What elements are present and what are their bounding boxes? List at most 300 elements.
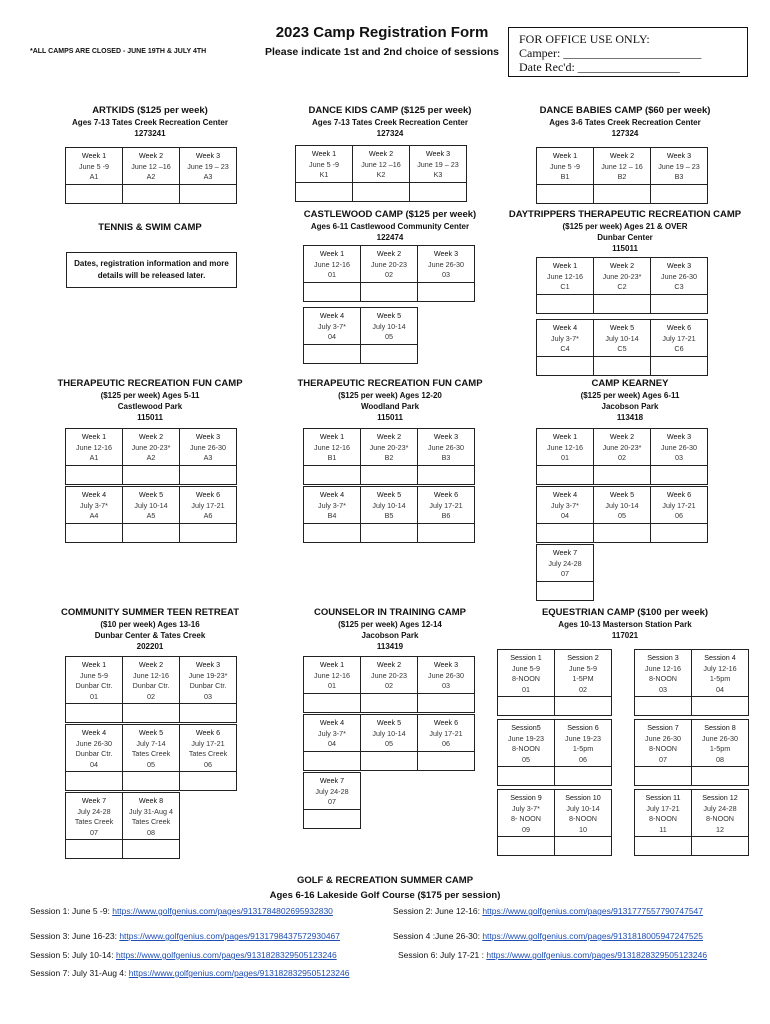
choice-row [296, 183, 467, 202]
week-detail: 04 [561, 511, 569, 520]
choice-box[interactable] [360, 523, 418, 543]
week-row [537, 545, 708, 582]
week-detail: 1-5PM [572, 674, 594, 683]
week-detail: 8-NOON [649, 814, 677, 823]
week-detail: Tates Creek [74, 817, 114, 826]
week-label: Week 3 [195, 432, 221, 441]
week-label: Session 9 [510, 793, 542, 802]
week-cell [593, 486, 651, 524]
camp-ages: ($125 per week) Ages 21 & OVER [562, 222, 688, 231]
week-row [537, 487, 708, 524]
week-detail: 08 [147, 827, 155, 837]
week-row [635, 790, 749, 837]
week-detail: June 26-30 [428, 259, 464, 269]
choice-box[interactable] [417, 751, 475, 771]
week-label: Week 4 [81, 490, 107, 499]
golf-name: GOLF & RECREATION SUMMER CAMP [296, 875, 474, 886]
week-cell [417, 486, 475, 524]
choice-box[interactable] [691, 766, 749, 786]
week-row [537, 148, 708, 185]
office-camper-field[interactable]: Camper: _______________________ [519, 46, 702, 60]
week-cell [417, 714, 475, 752]
choice-box[interactable] [536, 581, 594, 601]
week-label: Session 1 [510, 653, 542, 662]
week-label: Week 1 [319, 249, 345, 258]
week-cell [303, 656, 361, 694]
week-cell [179, 147, 237, 185]
week-detail: June 26-30 [645, 733, 681, 743]
week-cell [360, 486, 418, 524]
choice-box[interactable] [122, 184, 180, 204]
choice-box[interactable] [303, 751, 361, 771]
week-detail: July 24-28 [77, 806, 111, 816]
week-label: Week 6 [195, 728, 221, 737]
week-detail: June 19 – 23 [187, 161, 229, 171]
week-detail: B2 [617, 172, 627, 181]
week-detail: July 24-28 [703, 803, 737, 813]
week-label: Week 2 [138, 151, 164, 160]
week-detail: June 26-30 [428, 442, 464, 452]
week-detail: July 24-28 [548, 558, 582, 568]
choice-box[interactable] [360, 465, 418, 485]
kearney-heading [510, 377, 750, 423]
week-cell [593, 147, 651, 185]
golf-session-link[interactable]: https://www.golfgenius.com/pages/9131784802695932830 [112, 906, 333, 916]
week-label: Week 8 [138, 796, 164, 805]
form-subtitle: Please indicate 1st and 2nd choice of sessions [264, 46, 499, 58]
week-detail: C3 [674, 282, 684, 291]
week-label: Week 4 [81, 728, 107, 737]
week-detail: June 12 –16 [361, 159, 401, 169]
camp-ages: Ages 7-13 Tates Creek Recreation Center [312, 118, 468, 127]
week-cell [65, 147, 123, 185]
golf-session [393, 931, 703, 941]
choice-box[interactable] [295, 182, 353, 202]
choice-row [537, 185, 708, 204]
week-detail: B3 [441, 453, 451, 462]
office-date-field[interactable]: Date Rec'd: _________________ [519, 60, 680, 74]
week-label: Week 2 [609, 432, 635, 441]
choice-box[interactable] [409, 182, 467, 202]
choice-box[interactable] [634, 766, 692, 786]
camp-location: Castlewood Park [117, 402, 183, 411]
choice-row [498, 767, 612, 786]
week-detail: C2 [617, 282, 627, 291]
week-label: Week 4 [319, 718, 345, 727]
week-label: Week 6 [666, 490, 692, 499]
choice-box[interactable] [554, 766, 612, 786]
week-detail: June 12-16 [645, 663, 681, 673]
week-detail: 04 [328, 332, 336, 341]
camp-name: COMMUNITY SUMMER TEEN RETREAT [60, 607, 240, 618]
golf-session [398, 950, 707, 960]
week-row [66, 487, 237, 524]
camp-code: 115011 [612, 244, 638, 253]
week-label: Week 1 [319, 432, 345, 441]
week-detail: July 3-7* [318, 321, 346, 331]
week-detail: 01 [561, 453, 569, 462]
week-detail: 1-5pm [709, 744, 731, 753]
choice-box[interactable] [122, 523, 180, 543]
choice-box[interactable] [65, 839, 123, 859]
choice-row [66, 840, 237, 859]
week-detail: June 12 – 16 [601, 161, 643, 171]
week-cell [554, 789, 612, 837]
choice-box[interactable] [352, 182, 410, 202]
choice-row [304, 345, 475, 364]
week-label: Week 3 [425, 149, 451, 158]
week-detail: 8-NOON [512, 744, 540, 753]
week-cell [650, 257, 708, 295]
week-detail: 03 [204, 691, 212, 701]
week-label: Week 1 [81, 151, 107, 160]
form-title: 2023 Camp Registration Form [275, 24, 489, 41]
week-detail: June 19 – 23 [658, 161, 700, 171]
week-detail: June 20-23 [371, 670, 407, 680]
camp-name: COUNSELOR IN TRAINING CAMP [314, 607, 466, 618]
week-detail: B1 [560, 172, 570, 181]
week-detail: K3 [433, 170, 443, 179]
choice-row [498, 837, 612, 856]
week-label: Week 1 [81, 432, 107, 441]
golf-session-label: Session 3: June 16-23: [30, 931, 120, 941]
week-detail: July 10-14 [566, 803, 600, 813]
golf-session [30, 906, 333, 916]
camp-ages: ($10 per week) Ages 13-16 [100, 620, 200, 629]
choice-box[interactable] [303, 693, 361, 713]
golf-session-link[interactable]: https://www.golfgenius.com/pages/9131828329505123246 [116, 950, 337, 960]
week-detail: 12 [716, 824, 724, 834]
camp-code: 113418 [616, 413, 644, 422]
week-cell [303, 245, 361, 283]
choice-box[interactable] [179, 771, 237, 791]
golf-session [393, 906, 703, 916]
choice-box[interactable] [303, 344, 361, 364]
camp-code: 113419 [376, 642, 404, 651]
week-detail: 05 [522, 754, 530, 764]
week-row [66, 657, 237, 704]
week-row [635, 650, 749, 697]
choice-box[interactable] [536, 465, 594, 485]
week-cell [634, 789, 692, 837]
choice-box[interactable] [497, 836, 555, 856]
week-detail: B4 [327, 511, 337, 520]
choice-row [66, 704, 237, 723]
choice-box[interactable] [65, 465, 123, 485]
choice-box[interactable] [554, 696, 612, 716]
choice-box[interactable] [497, 696, 555, 716]
week-label: Week 1 [319, 660, 345, 669]
week-cell [303, 772, 361, 810]
golf-session-link[interactable]: https://www.golfgenius.com/pages/9131798437572930467 [119, 931, 341, 941]
daytrippers-heading [500, 208, 750, 254]
choice-box[interactable] [122, 771, 180, 791]
week-label: Week 2 [609, 151, 635, 160]
week-cell [122, 428, 180, 466]
week-detail: Tates Creek [188, 749, 228, 758]
choice-box[interactable] [650, 523, 708, 543]
week-cell [497, 789, 555, 837]
week-detail: C4 [560, 344, 570, 353]
week-detail: 04 [90, 759, 98, 769]
choice-box[interactable] [634, 696, 692, 716]
choice-box[interactable] [417, 693, 475, 713]
week-detail: B3 [674, 172, 684, 181]
week-detail: 1-5pm [709, 674, 731, 683]
week-cell [122, 792, 180, 840]
week-label: Week 2 [138, 432, 164, 441]
choice-box[interactable] [497, 766, 555, 786]
camp-code: 122474 [376, 233, 404, 242]
choice-box[interactable] [122, 839, 180, 859]
week-detail: June 20-23* [131, 442, 171, 452]
week-label: Week 7 [81, 796, 107, 805]
choice-box[interactable] [179, 523, 237, 543]
choice-box[interactable] [179, 465, 237, 485]
camp-name: DAYTRIPPERS THERAPEUTIC RECREATION CAMP [508, 209, 742, 220]
week-detail: A1 [89, 172, 99, 181]
choice-box[interactable] [303, 282, 361, 302]
week-detail: B2 [384, 453, 394, 462]
choice-box[interactable] [65, 523, 123, 543]
week-label: Week 6 [666, 323, 692, 332]
choice-box[interactable] [593, 294, 651, 314]
camp-code: 115011 [377, 413, 403, 422]
golf-session-label: Session 1: June 5 -9: [30, 906, 113, 916]
week-detail: July 17-21 [662, 500, 696, 510]
choice-box[interactable] [122, 465, 180, 485]
choice-row [635, 767, 749, 786]
week-detail: B6 [441, 511, 451, 520]
choice-row [304, 694, 475, 713]
week-cell [691, 719, 749, 767]
week-detail: 8-NOON [706, 814, 734, 823]
tennis-heading [40, 221, 260, 234]
choice-box[interactable] [634, 836, 692, 856]
week-label: Week 1 [552, 261, 578, 270]
choice-box[interactable] [536, 294, 594, 314]
week-detail: 02 [147, 691, 155, 701]
choice-box[interactable] [65, 771, 123, 791]
golf-session-link[interactable]: https://www.golfgenius.com/pages/9131828329505123246 [486, 950, 708, 960]
week-detail: July 10-14 [134, 500, 168, 510]
week-label: Week 2 [376, 660, 402, 669]
choice-box[interactable] [303, 465, 361, 485]
choice-box[interactable] [650, 465, 708, 485]
week-detail: June 20-23* [369, 442, 409, 452]
week-detail: June 5 -9 [79, 161, 109, 171]
week-label: Week 4 [552, 323, 578, 332]
week-cell [554, 719, 612, 767]
week-cell [536, 257, 594, 295]
week-label: Week 5 [609, 490, 635, 499]
golf-session-label: Session 7: July 31-Aug 4: [30, 968, 129, 978]
choice-box[interactable] [554, 836, 612, 856]
teen-grid [66, 657, 237, 859]
golf-session-label: Session 2: June 12-16: [393, 906, 483, 916]
golf-session-label: Session 5: July 10-14: [30, 950, 116, 960]
week-row [66, 429, 237, 466]
choice-box[interactable] [65, 703, 123, 723]
choice-box[interactable] [593, 184, 651, 204]
camp-code: 202201 [136, 642, 164, 651]
kearney-grid [537, 429, 708, 601]
week-detail: July 3-7* [80, 500, 108, 510]
choice-box[interactable] [65, 184, 123, 204]
week-label: Week 2 [376, 432, 402, 441]
week-detail: A3 [203, 453, 213, 462]
choice-row [498, 697, 612, 716]
golf-session-link[interactable]: https://www.golfgenius.com/pages/9131818005947247525 [482, 931, 704, 941]
week-cell [65, 656, 123, 704]
week-row [304, 657, 475, 694]
choice-box[interactable] [360, 693, 418, 713]
week-detail: Tates Creek [131, 749, 171, 758]
week-cell [691, 649, 749, 697]
camp-name: THERAPEUTIC RECREATION FUN CAMP [57, 378, 243, 389]
camp-ages: ($125 per week) Ages 12-20 [338, 391, 442, 400]
week-label: Week 1 [552, 432, 578, 441]
week-label: Week 5 [138, 490, 164, 499]
camp-location: Woodland Park [360, 402, 420, 411]
week-detail: C5 [617, 344, 627, 353]
week-detail: June 26-30 [702, 733, 738, 743]
week-row [304, 487, 475, 524]
equestrian-heading [505, 606, 745, 641]
week-detail: July 10-14 [605, 500, 639, 510]
teen-heading [30, 606, 270, 652]
golf-session-link[interactable]: https://www.golfgenius.com/pages/9131828329505123246 [128, 968, 350, 978]
camp-ages: ($125 per week) Ages 12-14 [338, 620, 442, 629]
choice-box[interactable] [593, 523, 651, 543]
choice-row [66, 524, 237, 543]
choice-box[interactable] [179, 703, 237, 723]
week-cell [179, 656, 237, 704]
choice-box[interactable] [303, 523, 361, 543]
week-detail: A4 [89, 511, 99, 520]
camp-code: 117021 [611, 631, 639, 640]
choice-box[interactable] [417, 523, 475, 543]
week-label: Session 3 [647, 653, 679, 662]
week-cell [179, 724, 237, 772]
camp-name: EQUESTRIAN CAMP ($100 per week) [541, 607, 709, 618]
week-detail: July 31-Aug 4 [129, 806, 173, 816]
week-row [304, 429, 475, 466]
choice-box[interactable] [650, 294, 708, 314]
week-label: Week 1 [311, 149, 337, 158]
week-label: Session 12 [702, 793, 738, 802]
week-detail: 10 [579, 824, 587, 834]
week-row [296, 146, 467, 183]
week-detail: 01 [522, 684, 530, 694]
week-detail: June 5-9 [512, 663, 540, 673]
week-detail: 06 [675, 511, 683, 520]
week-detail: 03 [659, 684, 667, 694]
choice-box[interactable] [360, 282, 418, 302]
week-cell [536, 147, 594, 185]
trfun2-grid [304, 429, 475, 543]
week-detail: A1 [89, 453, 99, 462]
week-detail: June 26-30 [190, 442, 226, 452]
week-detail: July 17-21 [429, 500, 463, 510]
week-detail: July 10-14 [372, 500, 406, 510]
week-row [304, 246, 475, 283]
week-label: Week 3 [433, 249, 459, 258]
choice-box[interactable] [360, 751, 418, 771]
artkids-grid [66, 148, 237, 204]
week-detail: July 7-14 [136, 738, 166, 748]
choice-box[interactable] [122, 703, 180, 723]
choice-box[interactable] [536, 523, 594, 543]
week-cell [650, 486, 708, 524]
camp-location: Dunbar Center & Tates Creek [94, 631, 206, 640]
choice-box[interactable] [417, 465, 475, 485]
choice-box[interactable] [536, 356, 594, 376]
choice-box[interactable] [691, 696, 749, 716]
week-label: Week 3 [666, 261, 692, 270]
choice-row [537, 357, 708, 376]
week-row [66, 148, 237, 185]
week-cell [360, 307, 418, 345]
choice-box[interactable] [303, 809, 361, 829]
choice-box[interactable] [417, 282, 475, 302]
week-label: Week 6 [195, 490, 221, 499]
choice-row [635, 697, 749, 716]
golf-session [30, 950, 337, 960]
trfun1-heading [30, 377, 270, 423]
week-label: Session 6 [567, 723, 599, 732]
choice-box[interactable] [593, 465, 651, 485]
office-use-title: FOR OFFICE USE ONLY: [519, 32, 650, 46]
golf-session-link[interactable]: https://www.golfgenius.com/pages/9131777557790747547 [482, 906, 704, 916]
week-cell [179, 428, 237, 466]
week-cell [65, 792, 123, 840]
week-label: Week 3 [666, 151, 692, 160]
week-detail: A3 [203, 172, 213, 181]
choice-row [537, 524, 708, 543]
week-detail: June 20-23* [602, 442, 642, 452]
week-detail: June 19-23* [188, 670, 228, 680]
week-label: Week 6 [433, 718, 459, 727]
week-cell [295, 145, 353, 183]
week-label: Session 4 [704, 653, 736, 662]
week-cell [417, 656, 475, 694]
week-cell [417, 428, 475, 466]
choice-box[interactable] [691, 836, 749, 856]
choice-row [304, 524, 475, 543]
choice-row [304, 283, 475, 302]
week-detail: 01 [328, 681, 336, 690]
choice-box[interactable] [536, 184, 594, 204]
choice-box[interactable] [360, 344, 418, 364]
closed-notice: *ALL CAMPS ARE CLOSED - JUNE 19TH & JULY 4TH [30, 48, 207, 55]
week-label: Week 7 [552, 548, 578, 557]
trfun2-heading [270, 377, 510, 423]
choice-box[interactable] [650, 356, 708, 376]
week-detail: July 17-21 [662, 333, 696, 343]
camp-code: 127324 [376, 129, 404, 138]
camp-ages: ($125 per week) Ages 6-11 [580, 391, 680, 400]
week-detail: 03 [675, 453, 683, 462]
choice-box[interactable] [179, 184, 237, 204]
choice-box[interactable] [650, 184, 708, 204]
choice-box[interactable] [593, 356, 651, 376]
week-label: Week 2 [368, 149, 394, 158]
week-detail: June 19 – 23 [417, 159, 459, 169]
week-detail: July 17-21 [429, 728, 463, 738]
week-label: Week 3 [433, 660, 459, 669]
week-detail: 07 [561, 569, 569, 578]
